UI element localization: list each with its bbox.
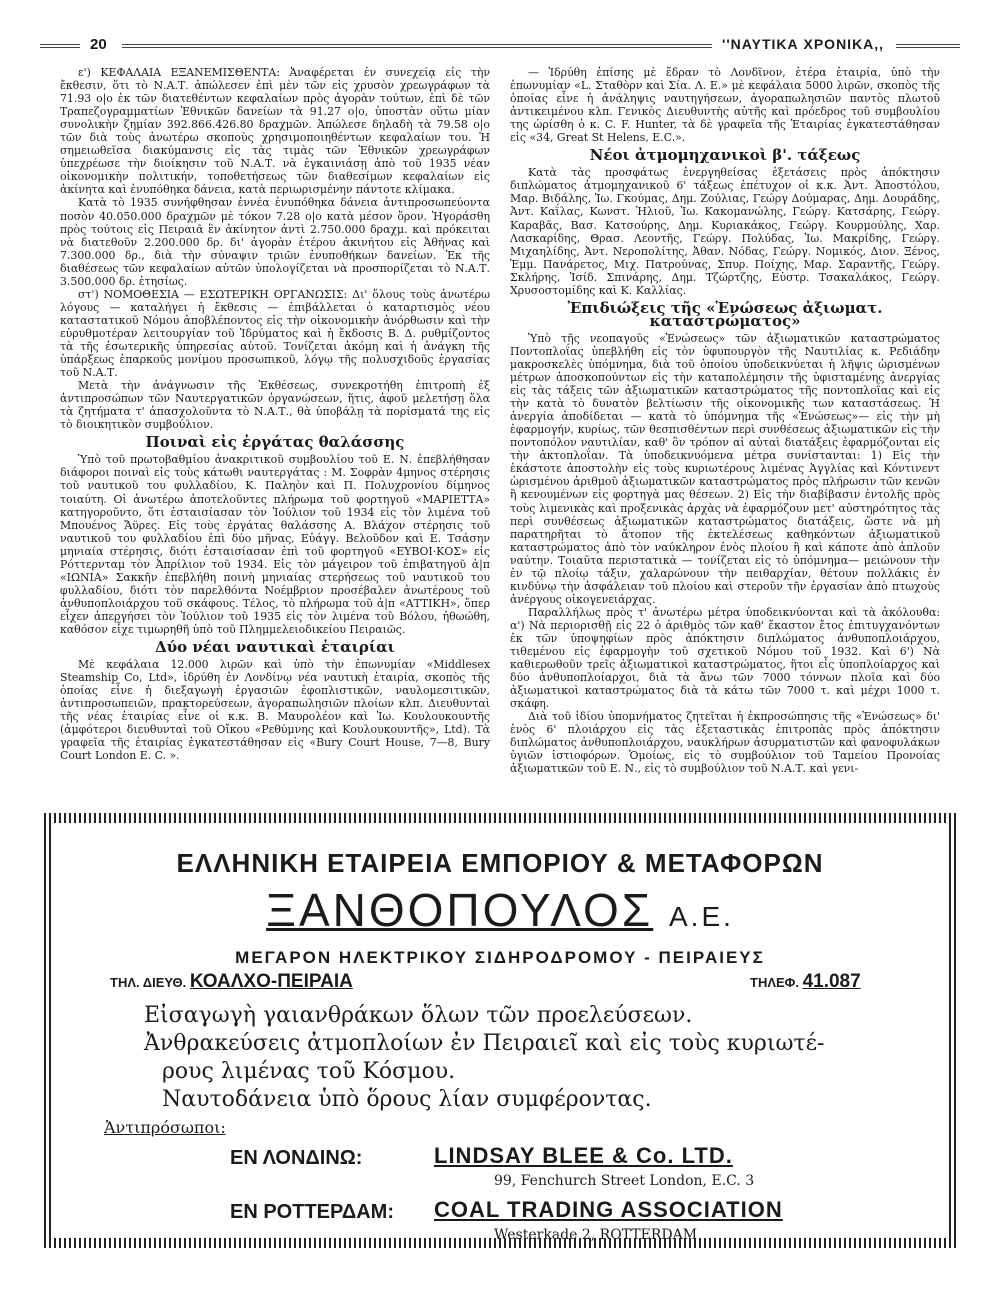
advertisement-box [44, 813, 956, 1248]
ad-london-address: 99, Fenchurch Street London, E.C. 3 [494, 1173, 755, 1189]
section-heading: Ποιναὶ εἰς ἐργάτας θαλάσσης [145, 433, 405, 452]
ad-address-line: ΜΕΓΑΡΟΝ ΗΛΕΚΤΡΙΚΟΥ ΣΙΔΗΡΟΔΡΟΜΟΥ - ΠΕΙΡΑΙΕΥΣ [235, 948, 765, 967]
ad-phone-label: ΤΗΛΕΦ. [750, 975, 799, 990]
article-paragraph: Διὰ τοῦ ἰδίου ὑπομνήματος ζητεῖται ἡ ἐκπροσώπησις τῆς «Ἑνώσεως» δι' ἑνὸς 6' πλοιάρχου εἰς τὰς ἐξεταστικὰς ἐπιτροπὰς πρὸς ἀπόκτησιν διπλώματος ἀνθυποπλοιάρχου, ναυκλήρων ἀσυρματιστῶν καὶ φανοφυλάκων ὑγιῶν ἱστιοφόρων. Ὁμοίως, εἰς τὸ συμβούλιον τοῦ Ταμείου Προνοίας ἀξιωματικῶν τοῦ Ε. Ν., εἰς τὸ συμβούλιον τοῦ Ν.Α.Τ. καὶ γενι- [510, 710, 940, 776]
ad-company-description: ΕΛΛΗΝΙΚΗ ΕΤΑΙΡΕΙΑ ΕΜΠΟΡΙΟΥ & ΜΕΤΑΦΟΡΩΝ [176, 848, 824, 878]
ad-service-line: Ἀνθρακεύσεις ἀτμοπλοίων ἐν Πειραιεῖ καὶ εἰς τοὺς κυριωτέ- [144, 1031, 825, 1056]
ad-rotterdam-label: ΕΝ ΡΟΤΤΕΡΔΑΜ: [230, 1201, 395, 1223]
ad-company-name [54, 883, 946, 937]
article-paragraph: — Ἱδρύθη ἐπίσης μὲ ἕδραν τὸ Λονδῖνον, ἑτέρα ἑταιρία, ὑπὸ τὴν ἐπωνυμίαν «L. Σταθὸρν καὶ Σία. Λ. Ε.» μὲ κεφάλαια 5000 λιρῶν, σκοπὸς τῆς ὁποίας εἶνε ἡ ἀνάληψις ναυτηγήσεων, ἀγοραπωλησιῶν παντὸς πλωτοῦ ἀντικειμένου κλπ. Γενικὸς Διευθυντὴς αὐτῆς καὶ πρόεδρος τοῦ συμβουλίου της ὡρίσθη ὁ κ. C. F. Hunter, τὰ δὲ γραφεῖα τῆς Ἑταιρίας ἐγκατεστάθησαν εἰς «34, Great St Helens, E.C.». [510, 66, 940, 145]
article-paragraph: Μὲ κεφάλαια 12.000 λιρῶν καὶ ὑπὸ τὴν ἐπωνυμίαν «Middlesex Steamship Co, Ltd», ἱδρύθη ἐν Λονδίνῳ νέα ναυτικὴ ἑταιρία, σκοπὸς τῆς ὁποίας εἶνε ἡ διεξαγωγὴ ἐργασιῶν ἐφοπλιστικῶν, ναυλομεσιτικῶν, ἀντιπροσωπειῶν, πρακτορεύσεων, ἀγοραπωλησιῶν πλοίων κλπ. Διευθυνταὶ τῆς νέας ἑταιρίας εἶνε οἱ κ.κ. Β. Μαυρολέον καὶ Ἰω. Κουλουκουντῆς (ἀμφότεροι διευθυνταὶ τοῦ Οἴκου «Ρεθύμνης καὶ Κουλουκουντῆς», Ltd). Τὰ γραφεῖα τῆς ἑταιρίας ἐγκατεστάθησαν εἰς «Bury Court House, 7—8, Bury Court London E. C. ». [60, 658, 490, 763]
ad-phone-value: 41.087 [802, 971, 861, 992]
ad-telegraph [110, 971, 353, 993]
ad-service-line: ρους λιμένας τοῦ Κόσμου. [162, 1059, 456, 1084]
ad-telegraph-label: ΤΗΛ. ΔΙΕΥΘ. [110, 975, 187, 990]
header-rule-left [40, 44, 80, 48]
page-header [40, 36, 960, 56]
ad-rotterdam-address: Westerkade 2, ROTTERDAM [494, 1227, 698, 1243]
ad-service-line: Ναυτοδάνεια ὑπὸ ὅρους λίαν συμφέροντας. [162, 1087, 652, 1112]
advertisement-content [54, 823, 946, 1243]
article-paragraph: Κατὰ τὸ 1935 συνήφθησαν ἐννέα ἐνυπόθηκα δάνεια ἀντιπροσωπεύοντα ποσὸν 40.050.000 δραχμῶν μὲ τόκον 7.28 ο|ο κατὰ μέσον ὅρον. Ἠγοράσθη πρὸς τούτοις εἰς Πειραιᾶ ἓν ἀκίνητον ἀντὶ 2.750.000 δραχμ. καὶ πρόκειται νὰ διατεθοῦν 2.200.000 δρ. δι' ἀγορὰν ἑτέρου ἀκινήτου εἰς Ἀθήνας καὶ 7.300.000 δρ., διὰ τὴν σύναψιν τριῶν ἐνυποθήκων δανείων. Ἐκ τῆς διαθέσεως τῶν κεφαλαίων αὐτῶν ὑπολογίζεται νὰ προσπορίζεται τὸ Ν.Α.Τ. 3.500.000 δρ. ἐτησίως. [60, 196, 490, 288]
article-paragraph: Ὑπὸ τοῦ πρωτοβαθμίου ἀνακριτικοῦ συμβουλίου τοῦ Ε. Ν. ἐπεβλήθησαν διάφοροι ποιναὶ εἰς τοὺς κάτωθι ναυτεργάτας : Μ. Σοφρὰν 4μηνος στέρησις τοῦ ναυτικοῦ του φυλλαδίου, Κ. Παληὸν καὶ Π. Πολυχρονίου δίμηνος τοιαύτη. Οἱ ἀνωτέρω ἀποτελοῦντες πλήρωμα τοῦ φορτηγοῦ «ΜΑΡΙΕΤΤΑ» κατηγοροῦντο, ὅτι ἐσταισίασαν τὸν Ἰούλιον τοῦ 1934 εἰς τὸν λιμένα τοῦ Μπουένος Ἄϋρες. Εἰς τοὺς ἐργάτας θαλάσσης Α. Βλάχον στέρησις τοῦ ναυτικοῦ του φυλλαδίου ἐπὶ δύο μῆνας, Εὐάγγ. Βελοῦδον καὶ Ε. Τσάσην μηνιαία στέρησις, διότι ἐσταισίασαν ἐπὶ τοῦ φορτηγοῦ «ΕΥΒΟΙ·ΚΟΣ» εἰς Ρόττερνταμ τὸν Ἀπρίλιον τοῦ 1934. Εἰς τὸν μάγειρον τοῦ ἐπιβατηγοῦ ἀ|π «ΙΩΝΙΑ» Σακκῆν ἐπεβλήθη ποινὴ μηνιαίας στερήσεως τοῦ ναυτικοῦ του φυλλαδίου, διότι τὸν παρελθόντα Νοέμβριον προσέβαλεν ἀνωτέρους τοῦ ἀνθυποπλοιάρχου τοῦ σκάφους. Τέλος, τὸ πλήρωμα τοῦ ἀ|π «ΑΤΤΙΚΗ», ὅπερ εἶχεν ἀπεργήσει τὸν Ἰούλιον τοῦ 1935 εἰς τὸν λιμένα τοῦ Βόλου, ἠθωώθη, καθόσον εἶχε τιμωρηθῆ ὑπὸ τοῦ Πλημμελειοδικείου Πειραιῶς. [60, 453, 490, 636]
ad-representatives-label: Ἀντιπρόσωποι: [104, 1118, 226, 1137]
article-paragraph: Μετὰ τὴν ἀνάγνωσιν τῆς Ἐκθέσεως, συνεκροτήθη ἐπιτροπὴ ἐξ ἀντιπροσώπων τῶν Ναυτεργατικῶν ὀργανώσεων, ἥτις, ἀφοῦ μελετήσῃ ὅλα τὰ ζητήματα τ' ἀπασχολοῦντα τὸ Ν.Α.Τ., θὰ ὑποβάλῃ τὰ πορίσματά της εἰς τὸ διοικητικὸν συμβούλιον. [60, 379, 490, 432]
header-rule-right [896, 44, 960, 48]
article-paragraph: Κατὰ τὰς προσφάτως ἐνεργηθείσας ἐξετάσεις πρὸς ἀπόκτησιν διπλώματος ἀτμομηχανικοῦ 6' τάξεως ἐπέτυχον οἱ κ.κ. Ἀντ. Ἀποστόλου, Μαρ. Βιδάλης, Ἰω. Γκούμας, Δημ. Ζούλιας, Γεώργ Δούμαρας, Δημ. Δουράδης, Ἀντ. Καΐλας, Κωνστ. Ἠλιοῦ, Ἰω. Κακομανώλης, Γεώργ. Κατσάρης, Γεώργ. Καραβᾶς, Βασ. Κατσούρης, Δημ. Κυριακάκος, Γεώργ. Κουρμούλης, Χαρ. Λασκαρίδης, Θρασ. Λεοντῆς, Γεώργ. Πολύδας, Ἰω. Μακρίδης, Γεώργ. Μιχαηλίδης, Ἀντ. Νεροπολίτης, Ἀθαν. Νόδας, Γεώργ. Νομικός, Διον. Ξένος, Ἐμμ. Πανάρετος, Μιχ. Πατρούνας, Σπυρ. Ποίχης, Μαρ. Σαραντῆς, Γεώργ. Σκλήρης, Ἰσίδ. Σπινάρης, Δημ. Τζώρτζης, Εὐστρ. Τσακαλάκος, Γεώργ. Χρυσοστομίδης καὶ Κ. Καλλίας. [510, 166, 940, 297]
ad-london-agent: LINDSAY BLEE & Co. LTD. [434, 1143, 733, 1168]
publication-title: ''ΝΑΥΤΙΚΑ ΧΡΟΝΙΚΑ,, [722, 36, 885, 52]
page-number: 20 [90, 36, 107, 53]
ad-phone [750, 971, 861, 993]
section-heading: Δύο νέαι ναυτικαὶ ἑταιρίαι [155, 638, 395, 657]
right-column [510, 66, 940, 775]
article-paragraph: Ὑπὸ τῆς νεοπαγοῦς «Ἑνώσεως» τῶν ἀξιωματικῶν καταστρώματος Ποντοπλοΐας ὑπεβλήθη εἰς τὸν ὑφυπουργὸν τῆς Ναυτιλίας κ. Ρεδιάδην μακροσκελὲς ὑπόμνημα, διὰ τοῦ ὁποίου ὑποδεικνύεται ἡ λῆψις ὡρισμένων μέτρων ἀποσκοπούντων εἰς τὴν καταπολέμησιν τῆς ὑφισταμένης ἀνεργίας εἰς τὰς τάξεις τῶν ἀξιωματικῶν καταστρώματος τῆς ποντοπλοΐας καὶ εἰς τὴν κατὰ τὸ δυνατὸν βελτίωσιν τῆς οἰκονομικῆς των καταστάσεως. Ἡ ἀνεργία ἀποδίδεται — κατὰ τὸ ὑπόμνημα τῆς «Ἑνώσεως»— εἰς τὴν μὴ ἐφαρμογήν, κυρίως, τῶν θεσπισθέντων περὶ συνθέσεως ἀξιωματικῶν εἰς τὴν ποντοπόλον ναυτιλίαν, καθ' ὃν τρόπον αἱ αὐταὶ διατάξεις ἐφαρμόζονται εἰς τὴν ἀκτοπλοΐαν. Τὰ ὑποδεικνυόμενα μέτρα συνίστανται: 1) Εἰς τὴν ἑκάστοτε ἀποστολὴν εἰς τοὺς κυριωτέρους λιμένας Ἀγγλίας καὶ Κόντινεντ ὡρισμένου ἀριθμοῦ ἀξιωματικῶν καταστρώματος πρὸς πλήρωσιν τῶν κενῶν ἢ κενουμένων εἰς φορτηγὰ μας θέσεων. 2) Εἰς τὴν διαβίβασιν ἐντολῆς πρὸς τοὺς λιμενικὰς καὶ προξενικὰς ἀρχὰς νὰ ἐφαρμόζουν μετ' αὐστηρότητος τὰς περὶ συνθέσεως ἀξιωματικῶν καταστρώματος διατάξεις, ὥστε νὰ μὴ παρατηρῆται τὸ ἄτοπον τῆς ἐκτελέσεως καθηκόντων ἀξιωματικοῦ καταστρώματος ἀπὸ τὸν ναύκληρον ἐνὸς πλοίου ἢ καὶ κάποτε ἀπὸ ἁπλοῦν ναύτην. Τοιαῦτα περιστατικὰ — τονίζεται εἰς τὸ ὑπόμνημα— μειώνουν τὴν ἐν τῷ πλοίῳ τάξιν, χαλαρώνουν τὴν πειθαρχίαν, θέτουν πολλάκις ἐν κινδύνῳ τὴν ἀσφάλειαν τοῦ πλοίου καὶ στεροῦν τῆν ἐργασίαν ἀπὸ πτωχοὺς ἀνέργους οἰκογενειάρχας. [510, 331, 940, 606]
article-paragraph: ε') ΚΕΦΑΛΑΙΑ ΕΞΑΝΕΜΙΣΘΕΝΤΑ: Ἀναφέρεται ἐν συνεχείᾳ εἰς τὴν ἔκθεσιν, ὅτι τὸ Ν.Α.Τ. ἀπώλεσεν ἐπὶ μὲν τῶν εἰς χρυσὸν χρεωγράφων τὰ 71.93 ο|ο ἐκ τῶν διατεθέντων κεφαλαίων πρὸς ἀγορὰν τούτων, ἐπὶ δὲ τῶν Τραπεζογραμματίων Ἐθνικῶν δανείων τὰ 91.27 ο|ο, ὑποστὰν οὕτω μίαν συνολικὴν ζημίαν 392.866.426.80 δραχμῶν. Ἀπώλεσε δηλαδὴ τὰ 79.58 ο|ο τῶν διὰ τοὺς ἀνωτέρω σκοποὺς χρησιμοποιηθέντων κεφαλαίων του. Ἡ σημειωθεῖσα διακύμανσις εἰς τὰς τιμὰς τῶν Ἐθνικῶν χρεωγράφων ὑπεχρέωσε τὴν διοίκησιν τοῦ Ν.Α.Τ. νὰ ἐγκαινιάσῃ ἀπὸ τοῦ 1935 νέαν οἰκονομικὴν πολιτικήν, τοποθετήσεως τῶν διαθεσίμων κεφαλαίων εἰς ἀκίνητα καὶ ἐνυπόθηκα δάνεια, κατὰ περιωρισμένην πάντοτε κλίμακα. [60, 66, 490, 197]
section-heading: Νέοι ἀτμομηχανικοὶ β'. τάξεως [589, 146, 861, 165]
left-column [60, 66, 490, 762]
article-paragraph: στ') ΝΟΜΟΘΕΣΙΑ — ΕΣΩΤΕΡΙΚΗ ΟΡΓΑΝΩΣΙΣ: Δι' ὅλους τοὺς ἀνωτέρω λόγους — καταλήγει ἡ ἔκθεσις — ἐπιβάλλεται ὁ καταρτισμὸς νέου καταστατικοῦ Νόμου ἀποβλέποντος εἰς τὴν οἰκονομικὴν ἀνόρθωσιν καὶ τὴν εὐρυθμοτέραν λειτουργίαν τοῦ Ἱδρύματος καὶ ἡ ἔκδοσις Β. Δ. ρυθμίζοντος τὰ τῆς ἐσωτερικῆς ὑπηρεσίας αὐτοῦ. Τονίζεται ἀκόμη καὶ ἡ ἀνάγκη τῆς ὑπάρξεως ἐπαρκοῦς μονίμου προσωπικοῦ, λόγῳ τῆς πολυσχιδοῦς ἐργασίας τοῦ Ν.Α.Τ. [60, 287, 490, 380]
ad-company-suffix: Α.Ε. [668, 901, 734, 932]
ad-rotterdam-agent: COAL TRADING ASSOCIATION [434, 1197, 783, 1222]
ad-telegraph-value: ΚΟΑΛΧΟ-ΠΕΙΡΑΙΑ [189, 971, 353, 992]
ad-london-label: ΕΝ ΛΟΝΔΙΝΩ: [230, 1147, 363, 1169]
header-rule-middle [122, 44, 712, 48]
section-heading: Ἐπιδιώξεις τῆς «Ἑνώσεως ἀξιωματ. καταστρώματος» [567, 298, 883, 330]
ad-service-line: Εἰσαγωγὴ γαιανθράκων ὅλων τῶν προελεύσεων. [144, 1003, 693, 1028]
ad-company-name-text: ΞΑΝΘΟΠΟΥΛΟΣ [266, 884, 654, 936]
article-paragraph: Παραλλήλως πρὸς τ' ἀνωτέρω μέτρα ὑποδεικνύονται καὶ τὰ ἀκόλουθα: α') Νὰ περιορισθῇ εἰς 22 ὁ ἀριθμὸς τῶν καθ' ἕκαστον ἔτος ἐπιτυγχανόντων ἐκ τῶν ὑποψηφίων πρὸς ἀπόκτησιν διπλώματος ἀνθυποπλοιάρχου, τιθεμένου εἰς ἐφαρμογὴν τοῦ σχετικοῦ Νόμου τοῦ 1932. Καὶ 6') Νὰ καθιερωθοῦν τρεῖς ἀξιωματικοὶ καταστρώματος, ἤτοι εἷς ὑποπλοίαρχος καὶ δύο ἀνθυποπλοίαρχοι, διὰ τὰ ἄνω τῶν 7000 τόννων πλοῖα καὶ δύο ἀξιωματικοὶ καταστρώματος διὰ τὰ κάτω τῶν 7000 τ. καὶ μέχρι 1000 τ. σκάφη. [510, 605, 940, 711]
